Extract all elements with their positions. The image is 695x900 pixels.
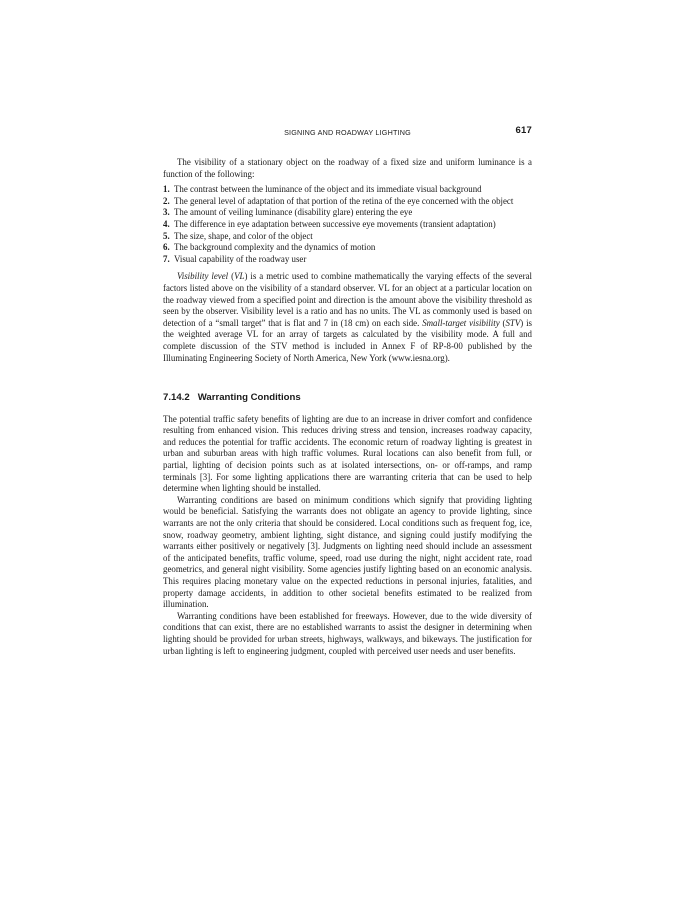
list-item-text: Visual capability of the roadway user [174, 253, 307, 264]
page-number: 617 [515, 125, 532, 136]
list-item-text: The background complexity and the dynamics of motion [174, 242, 376, 253]
list-item [163, 207, 532, 219]
list-item-number: 7. [163, 253, 170, 264]
list-item-text: The size, shape, and color of the object [174, 230, 313, 241]
list-item-number: 6. [163, 242, 170, 253]
list-item [163, 254, 532, 266]
term-visibility-level: Visibility level [177, 271, 229, 282]
term-small-target-visibility: Small-target visibility [422, 317, 500, 328]
list-item-text: The amount of veiling luminance (disability glare) entering the eye [174, 207, 413, 218]
book-page [163, 125, 532, 657]
body-paragraph: The potential traffic safety benefits of lighting are due to an increase in driver comfort and confidence resulting from enhanced vision. This reduces driving stress and tension, increases roadway capacity, and reduces the potential for traffic accidents. The economic return of roadway lighting is greatest in urban and suburban areas with high traffic volumes. Rural locations can also benefit from full, or partial, lighting of decision points such as at isolated intersections, on- or off-ramps, and ramp terminals [3]. For some lighting applications there are warranting criteria that can be used to help determine when lighting should be installed. [163, 413, 532, 494]
abbr-vl: VL [234, 271, 245, 282]
list-item [163, 196, 532, 208]
list-item-number: 5. [163, 230, 170, 241]
visibility-factors-list [163, 184, 532, 265]
list-item [163, 184, 532, 196]
paren-open: ( [499, 317, 506, 328]
list-item-text: The contrast between the luminance of the object and its immediate visual background [174, 184, 482, 195]
list-item [163, 231, 532, 243]
list-item [163, 219, 532, 231]
list-item-number: 3. [163, 207, 170, 218]
body-paragraph: Warranting conditions have been established for freeways. However, due to the wide diversity of conditions that can exist, there are no established warrants to assist the designer in determining when lighting should be provided for urban streets, highways, walkways, and bikeways. The justification for urban lighting is left to engineering judgment, coupled with perceived user needs and user benefits. [163, 610, 532, 656]
list-item-text: The general level of adaptation of that portion of the retina of the eye concerned with the object [174, 195, 514, 206]
intro-paragraph: The visibility of a stationary object on the roadway of a fixed size and uniform luminance is a function of the following: [163, 157, 532, 179]
abbr-stv: STV [505, 317, 521, 328]
body-paragraph: Warranting conditions are based on minimum conditions which signify that providing lighting would be beneficial. Satisfying the warrants does not obligate an agency to provide lighting, since warrants are not the only criteria that should be considered. Local conditions such as frequent fog, ice, snow, roadway geometry, ambient lighting, sight distance, and signing could justify modifying the warrants either positively or negatively [3]. Judgments on lighting need should include an assessment of the anticipated benefits, traffic volume, speed, road use during the night, night accident rate, road geometrics, and general night visibility. Some agencies justify lighting based on an economic analysis. This requires placing monetary value on the expected reductions in personal injuries, fatalities, and property damage accidents, in addition to other societal benefits estimated to be realized from illumination. [163, 494, 532, 610]
section-heading [163, 392, 532, 404]
section-title: Warranting Conditions [197, 392, 301, 404]
paren-open: ( [228, 271, 235, 282]
paragraph-text: ) is the weighted average VL for an array of targets as calculated by the visibility mode. A full and complete discussion of the STV method is included in Annex F of RP-8-00 published by the Illuminating Engineering Society of North America, New York (www.iesna.org). [163, 317, 532, 363]
list-item [163, 242, 532, 254]
paragraph-text: ) is a metric used to combine mathematically the varying effects of the several factors listed above on the visibility of a standard observer. VL for an object at a particular location on the roadway viewed from a specified point and direction is the amount above the visibility threshold as seen by the observer. Visibility level is a ratio and has no units. The VL as commonly used is based on detection of a “small target” that is flat and 7 in (18 cm) on each side. [163, 271, 532, 328]
list-item-number: 4. [163, 218, 170, 229]
section-number: 7.14.2 [163, 392, 190, 404]
running-head [163, 125, 532, 139]
list-item-number: 2. [163, 195, 170, 206]
list-item-text: The difference in eye adaptation between successive eye movements (transient adaptation) [174, 218, 496, 229]
visibility-level-paragraph [163, 271, 532, 364]
list-item-number: 1. [163, 184, 170, 195]
running-head-title: SIGNING AND ROADWAY LIGHTING [284, 128, 411, 137]
